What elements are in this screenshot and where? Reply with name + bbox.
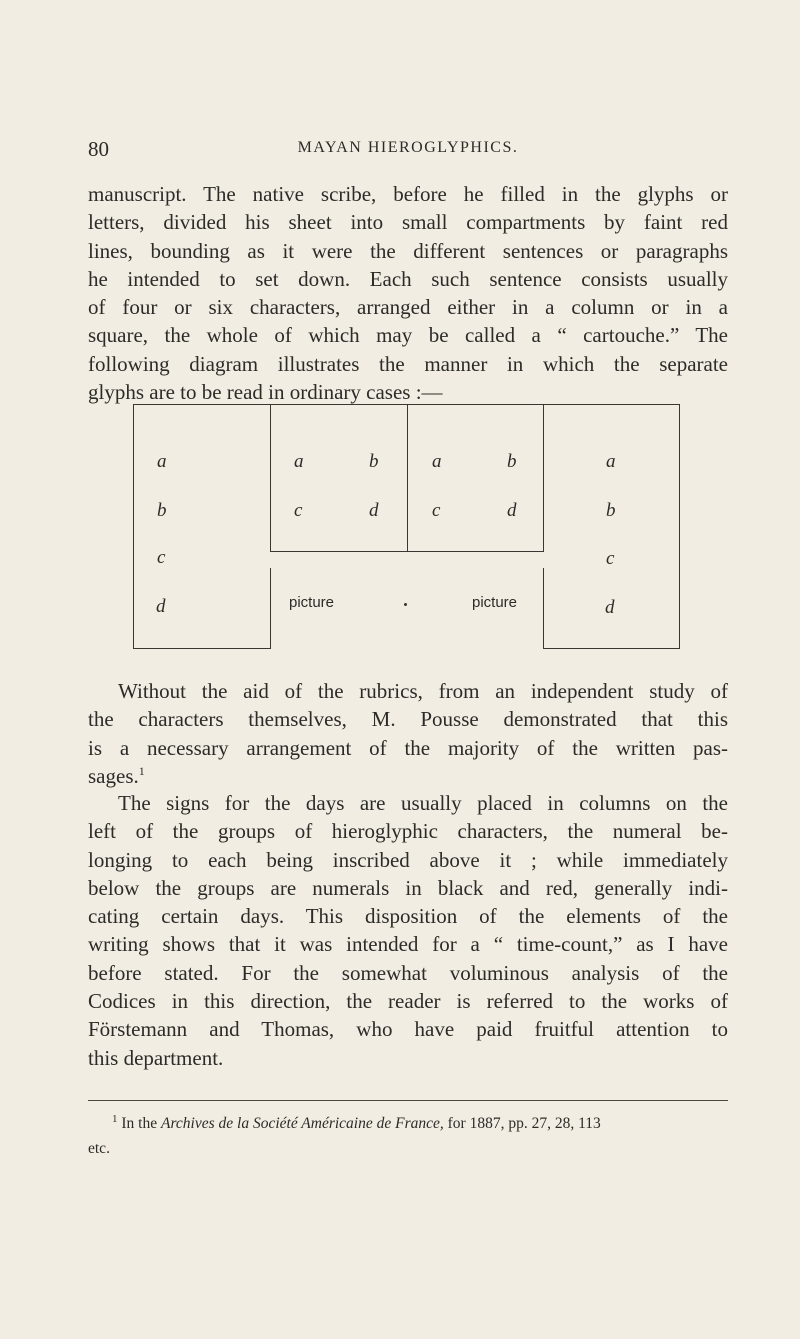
glyph-a: a	[606, 451, 616, 472]
glyph-a: a	[294, 451, 304, 472]
footnote	[88, 1107, 728, 1161]
glyph-d: d	[507, 500, 517, 521]
diagram-divider-2	[407, 404, 408, 552]
text-line-end: sages.	[88, 763, 139, 788]
footnote-suffix: for 1887, pp. 27, 28, 113	[447, 1115, 601, 1132]
diagram-middle-rule	[270, 551, 544, 552]
glyph-b: b	[369, 451, 379, 472]
text-line: manuscript. The native scribe, before he filled in the glyphs or	[88, 182, 728, 206]
picture-label-left: picture	[289, 594, 335, 611]
text-line: is a necessary arrangement of the majority of the written pas-	[88, 735, 728, 760]
footnote-ref[interactable]: 1	[138, 763, 145, 778]
glyph-b: b	[157, 500, 167, 521]
text-line: this department.	[88, 1045, 224, 1070]
glyph-c: c	[157, 547, 166, 568]
glyph-c: c	[294, 500, 303, 521]
glyph-a: a	[157, 451, 167, 472]
text-line: Förstemann and Thomas, who have paid fruitful attention to	[88, 1017, 728, 1042]
page-number: 80	[88, 137, 109, 161]
diagram-bottom-left	[133, 648, 271, 649]
glyph-c: c	[432, 500, 441, 521]
glyph-c: c	[606, 548, 615, 569]
footnote-mark: 1	[112, 1113, 118, 1125]
running-head: MAYAN HIEROGLYPHICS.	[297, 139, 519, 156]
picture-label-right: picture	[472, 594, 518, 611]
text-line: of four or six characters, arranged either in a column or in a	[88, 295, 728, 320]
text-line: below the groups are numerals in black and red, generally indi-	[88, 875, 728, 900]
glyph-d: d	[156, 596, 166, 617]
text-line: writing shows that it was intended for a “ time-count,” as I have	[88, 932, 728, 957]
glyph-b: b	[507, 451, 517, 472]
text-line: the characters themselves, M. Pousse demonstrated that this	[88, 707, 728, 732]
text-line: before stated. For the somewhat voluminous analysis of the	[88, 960, 728, 985]
footnote-line-2: etc.	[88, 1140, 110, 1157]
glyph-d: d	[605, 597, 615, 618]
paragraph-1	[88, 180, 728, 406]
text-line: square, the whole of which may be called a “ cartouche.” The	[88, 323, 728, 348]
text-line: left of the groups of hieroglyphic characters, the numeral be-	[88, 819, 728, 844]
text-line: cating certain days. This disposition of the elements of the	[88, 904, 728, 929]
text-line: longing to each being inscribed above it ; while immediately	[88, 847, 728, 872]
text-line	[88, 762, 728, 790]
diagram-divider-1-top	[270, 404, 271, 552]
center-dot	[404, 603, 407, 606]
glyph-b: b	[606, 500, 616, 521]
diagram-bottom-right	[543, 648, 680, 649]
text-line: following diagram illustrates the manner in which the separate	[88, 351, 728, 376]
text-line: he intended to set down. Each such sentence consists usually	[88, 266, 728, 291]
paragraph-3	[88, 789, 728, 1072]
text-line: Codices in this direction, the reader is referred to the works of	[88, 989, 728, 1014]
diagram-divider-3-bottom	[543, 568, 544, 649]
diagram-divider-1-bottom	[270, 568, 271, 649]
diagram-divider-3-top	[543, 404, 544, 552]
diagram-right-border	[679, 404, 680, 649]
diagram-left-border	[133, 404, 134, 649]
glyph-d: d	[369, 500, 379, 521]
page-header	[88, 137, 728, 167]
text-line: glyphs are to be read in ordinary cases :—	[88, 380, 443, 405]
text-line: lines, bounding as it were the different sentences or paragraphs	[88, 238, 728, 263]
footnote-prefix: In the	[121, 1115, 158, 1132]
glyph-a: a	[432, 451, 442, 472]
footnote-source-title: Archives de la Société Américaine de France,	[160, 1115, 444, 1132]
paragraph-2	[88, 677, 728, 790]
footnote-rule	[88, 1100, 728, 1101]
text-line: Without the aid of the rubrics, from an independent study of	[118, 679, 728, 703]
text-line: The signs for the days are usually placed in columns on the	[118, 791, 728, 815]
text-line: letters, divided his sheet into small compartments by faint red	[88, 210, 728, 235]
